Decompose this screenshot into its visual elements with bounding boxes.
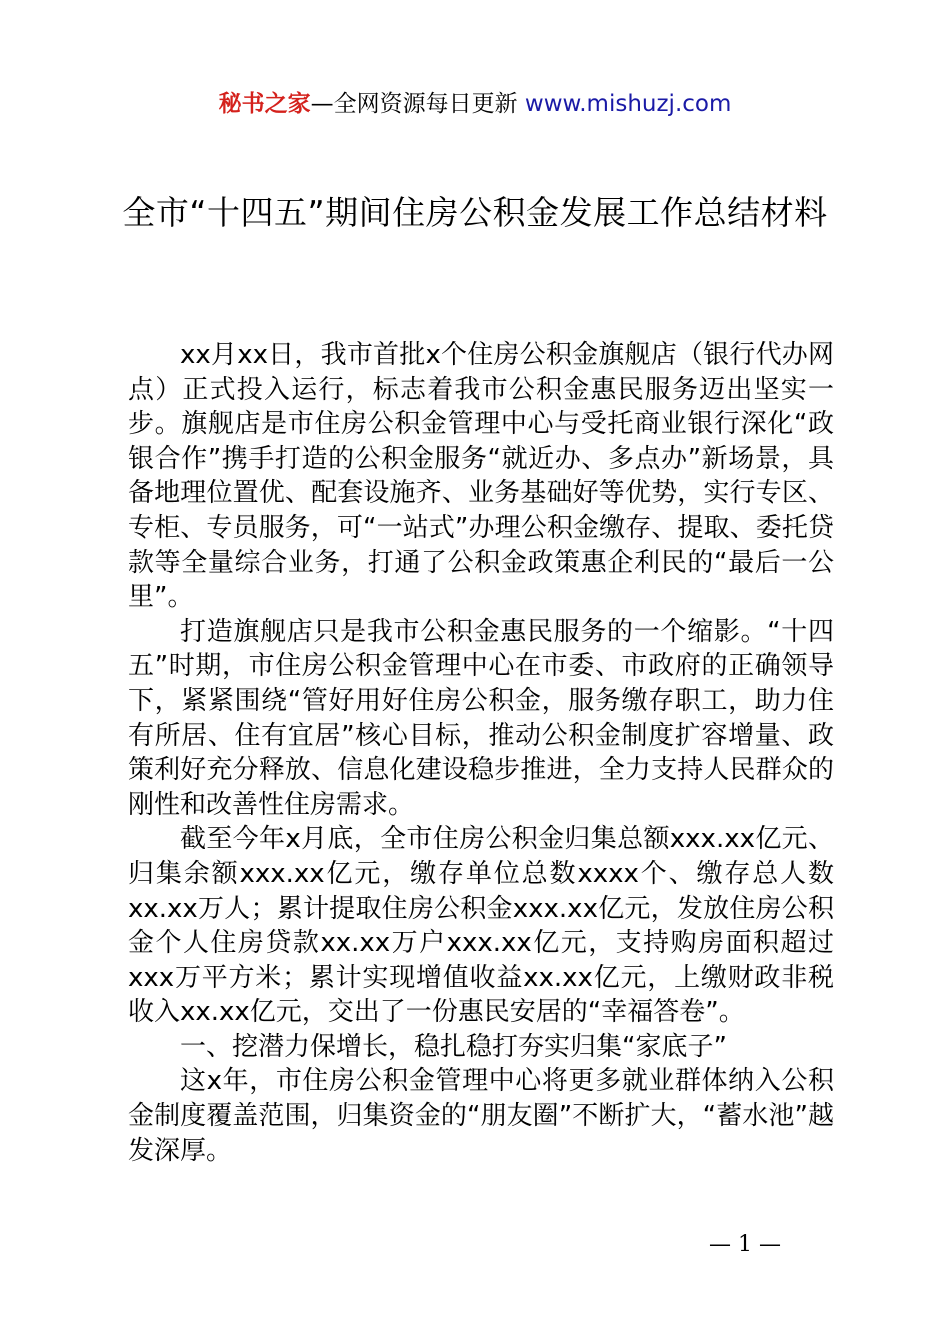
header-tagline: —全网资源每日更新 bbox=[310, 91, 518, 117]
section-heading-1: 一、挖潜力保增长，稳扎稳打夯实归集“家底子” bbox=[180, 1031, 727, 1062]
paragraph-flagship-stores: xx月xx日，我市首批x个住房公积金旗舰店（银行代办网点）正式投入运行，标志着我市公积金惠民服务迈出坚实一步。旗舰店是市住房公积金管理中心与受托商业银行深化“政银合作”携手打造的公积金服务“就近办、多点办”新场景，具备地理位置优、配套设施齐、业务基础好等优势，实行专区、专柜、专员服务，可“一站式”办理公积金缴存、提取、委托贷款等全量综合业务，打通了公积金政策惠企利民的“最后一公里”。 bbox=[128, 340, 834, 613]
brand-name: 秘书之家 bbox=[218, 91, 311, 117]
document-title: 全市“十四五”期间住房公积金发展工作总结材料 bbox=[122, 193, 828, 232]
page-number: — 1 — bbox=[709, 1232, 781, 1257]
site-header bbox=[0, 86, 950, 122]
paragraph-statistics: 截至今年x月底，全市住房公积金归集总额xxx.xx亿元、归集余额xxx.xx亿元，缴存单位总数xxxx个、缴存总人数xx.xx万人；累计提取住房公积金xxx.xx亿元，发放住房公积金个人住房贷款xx.xx万户xxx.xx亿元，支持购房面积超过xxx万平方米；累计实现增值收益xx.xx亿元，上缴财政非税收入xx.xx亿元，交出了一份惠民安居的“幸福答卷”。 bbox=[128, 824, 834, 1028]
paragraph-service-overview: 打造旗舰店只是我市公积金惠民服务的一个缩影。“十四五”时期，市住房公积金管理中心在市委、市政府的正确领导下，紧紧围绕“管好用好住房公积金，服务缴存职工，助力住有所居、住有宜居”核心目标，推动公积金制度扩容增量、政策利好充分释放、信息化建设稳步推进，全力支持人民群众的刚性和改善性住房需求。 bbox=[128, 616, 834, 820]
document-body bbox=[128, 338, 834, 1168]
site-url-link[interactable]: www.mishuzj.com bbox=[524, 91, 732, 117]
paragraph-coverage: 这x年，市住房公积金管理中心将更多就业群体纳入公积金制度覆盖范围，归集资金的“朋友圈”不断扩大，“蓄水池”越发深厚。 bbox=[128, 1066, 834, 1166]
